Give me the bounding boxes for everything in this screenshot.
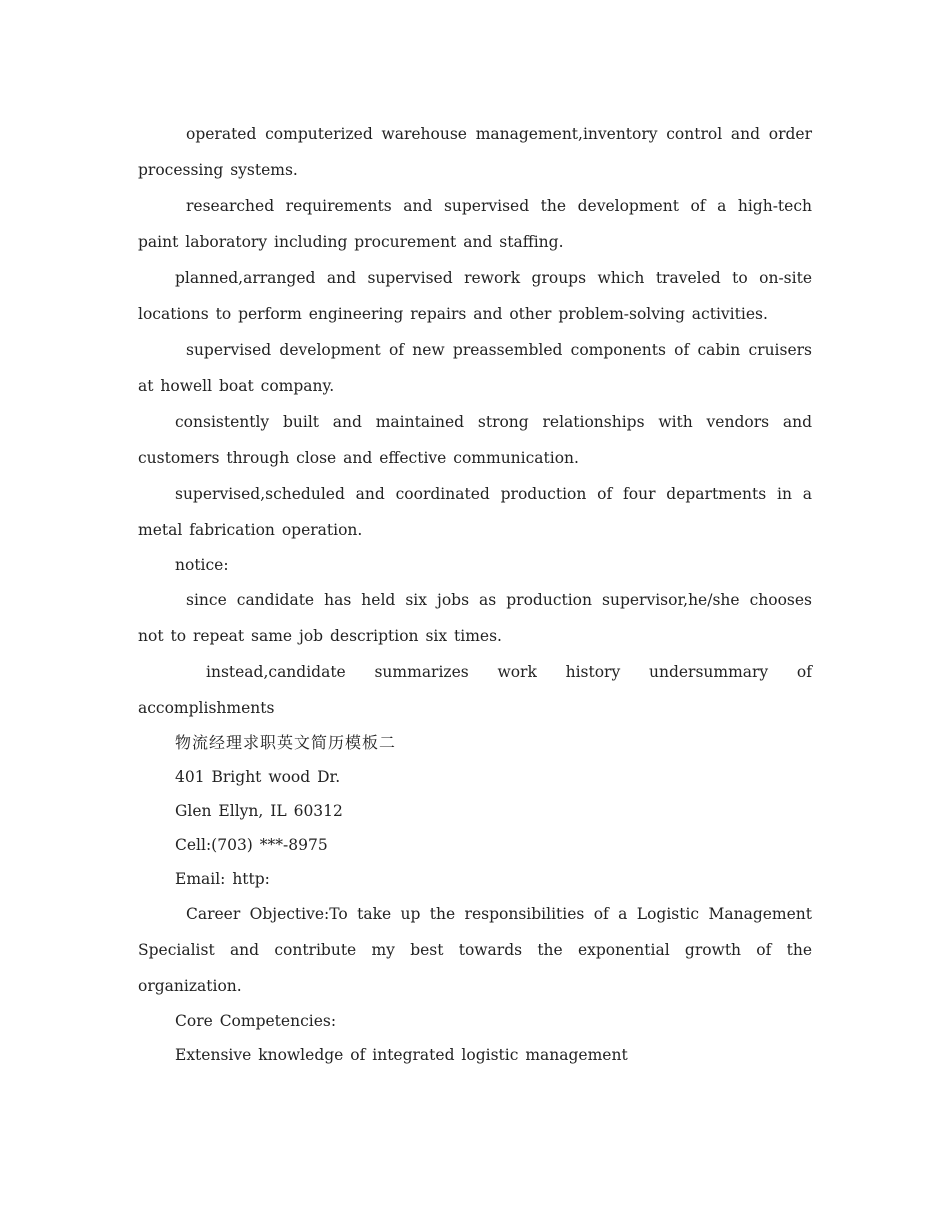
- paragraph-six-jobs: since candidate has held six jobs as production supervisor,he/she chooses not to repeat same job description six times.: [138, 591, 812, 645]
- paragraph-paint-lab: researched requirements and supervised the development of a high-tech paint laboratory including procurement and staffing.: [138, 197, 812, 251]
- paragraph-logistic-knowledge: Extensive knowledge of integrated logistic management: [175, 1046, 628, 1064]
- paragraph-warehouse: operated computerized warehouse management,inventory control and order processing systems.: [138, 125, 812, 179]
- paragraph-rework-groups: planned,arranged and supervised rework groups which traveled to on-site locations to perform engineering repairs and other problem-solving activities.: [138, 269, 812, 323]
- contact-email: Email: http:: [175, 870, 270, 888]
- heading-core-competencies: Core Competencies:: [175, 1012, 337, 1030]
- address-city: Glen Ellyn, IL 60312: [175, 802, 343, 820]
- paragraph-notice: notice:: [175, 556, 229, 574]
- address-street: 401 Bright wood Dr.: [175, 768, 341, 786]
- paragraph-metal-fabrication: supervised,scheduled and coordinated production of four departments in a metal fabrication operation.: [138, 485, 812, 539]
- document-page: [138, 116, 812, 1072]
- paragraph-cabin-cruisers: supervised development of new preassembled components of cabin cruisers at howell boat company.: [138, 341, 812, 395]
- paragraph-summary-accomplishments: instead,candidate summarizes work history undersummary of accomplishments: [138, 663, 812, 717]
- paragraph-career-objective: Career Objective:To take up the responsibilities of a Logistic Management Specialist and contribute my best towards the exponential growth of the organization.: [138, 905, 812, 995]
- paragraph-relationships: consistently built and maintained strong relationships with vendors and customers through close and effective communication.: [138, 413, 812, 467]
- contact-cell: Cell:(703) ***-8975: [175, 836, 328, 854]
- section-heading-template-two: 物流经理求职英文简历模板二: [175, 733, 397, 752]
